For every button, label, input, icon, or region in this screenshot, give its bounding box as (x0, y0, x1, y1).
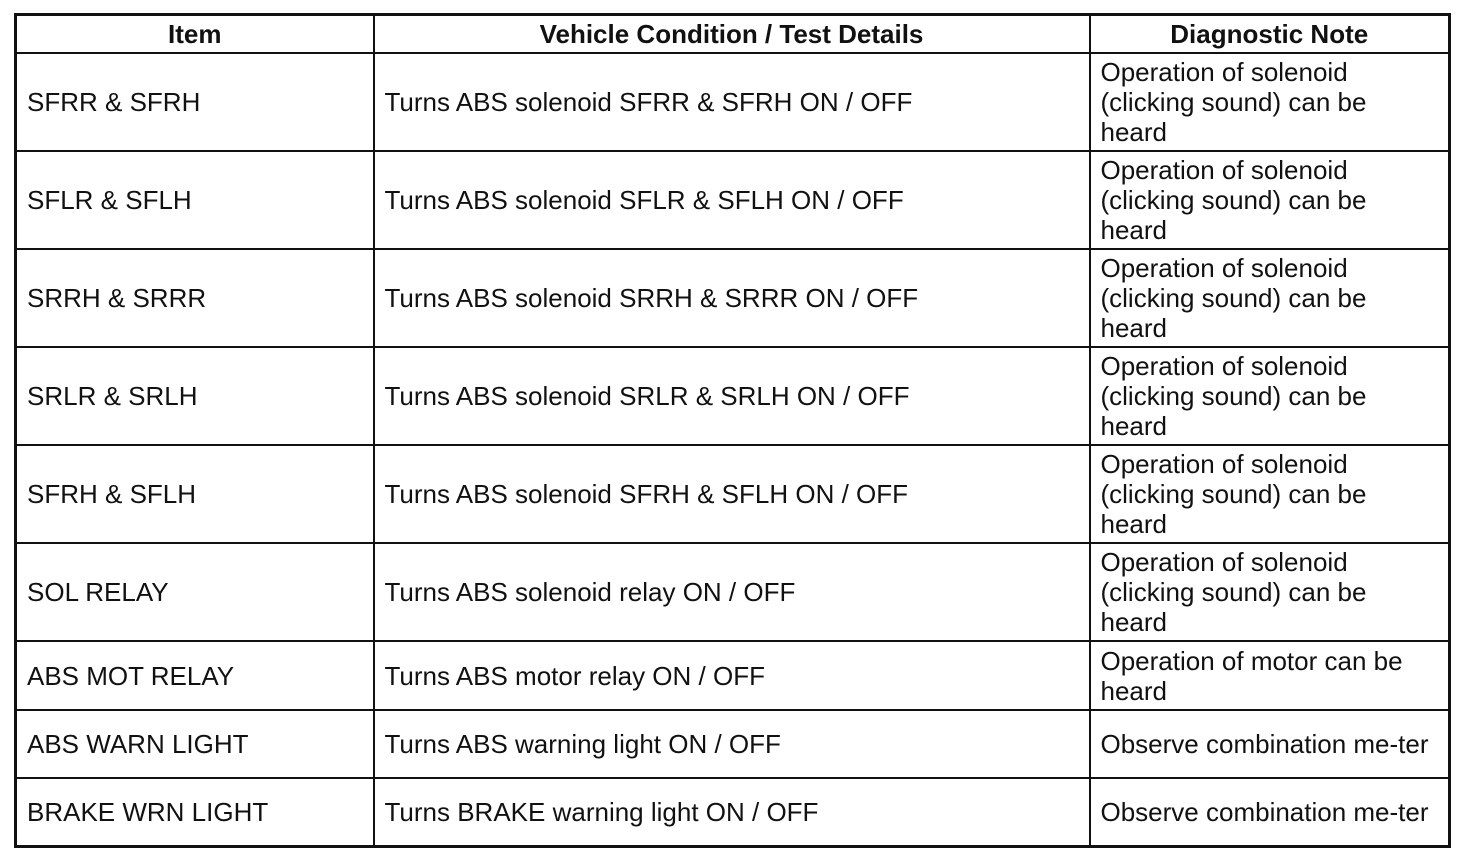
cell-condition: Turns ABS solenoid SFLR & SFLH ON / OFF (374, 151, 1090, 249)
table-row (16, 249, 1450, 347)
table-row (16, 641, 1450, 710)
cell-note: Operation of solenoid (clicking sound) can be heard (1090, 249, 1450, 347)
table-row (16, 347, 1450, 445)
table-row (16, 445, 1450, 543)
cell-item: SFRR & SFRH (16, 53, 374, 151)
cell-condition: Turns ABS warning light ON / OFF (374, 710, 1090, 778)
cell-condition: Turns ABS solenoid SRRH & SRRR ON / OFF (374, 249, 1090, 347)
cell-condition: Turns ABS solenoid SFRR & SFRH ON / OFF (374, 53, 1090, 151)
cell-item: BRAKE WRN LIGHT (16, 778, 374, 847)
cell-note: Operation of solenoid (clicking sound) can be heard (1090, 347, 1450, 445)
cell-item: SOL RELAY (16, 543, 374, 641)
cell-condition: Turns ABS solenoid SRLR & SRLH ON / OFF (374, 347, 1090, 445)
table-row (16, 710, 1450, 778)
cell-item: SFLR & SFLH (16, 151, 374, 249)
table-row (16, 53, 1450, 151)
cell-item: SFRH & SFLH (16, 445, 374, 543)
header-note: Diagnostic Note (1090, 15, 1450, 54)
cell-condition: Turns BRAKE warning light ON / OFF (374, 778, 1090, 847)
cell-condition: Turns ABS solenoid SFRH & SFLH ON / OFF (374, 445, 1090, 543)
cell-note: Operation of motor can be heard (1090, 641, 1450, 710)
cell-item: SRRH & SRRR (16, 249, 374, 347)
cell-note: Operation of solenoid (clicking sound) can be heard (1090, 53, 1450, 151)
table-row (16, 543, 1450, 641)
cell-item: SRLR & SRLH (16, 347, 374, 445)
diagnostic-table (14, 13, 1451, 848)
cell-note: Operation of solenoid (clicking sound) can be heard (1090, 151, 1450, 249)
cell-note: Operation of solenoid (clicking sound) can be heard (1090, 543, 1450, 641)
cell-note: Observe combination me-ter (1090, 778, 1450, 847)
cell-note: Observe combination me-ter (1090, 710, 1450, 778)
cell-condition: Turns ABS solenoid relay ON / OFF (374, 543, 1090, 641)
cell-item: ABS MOT RELAY (16, 641, 374, 710)
header-row (16, 15, 1450, 54)
header-condition: Vehicle Condition / Test Details (374, 15, 1090, 54)
table-row (16, 778, 1450, 847)
table-row (16, 151, 1450, 249)
header-item: Item (16, 15, 374, 54)
cell-item: ABS WARN LIGHT (16, 710, 374, 778)
cell-condition: Turns ABS motor relay ON / OFF (374, 641, 1090, 710)
cell-note: Operation of solenoid (clicking sound) can be heard (1090, 445, 1450, 543)
